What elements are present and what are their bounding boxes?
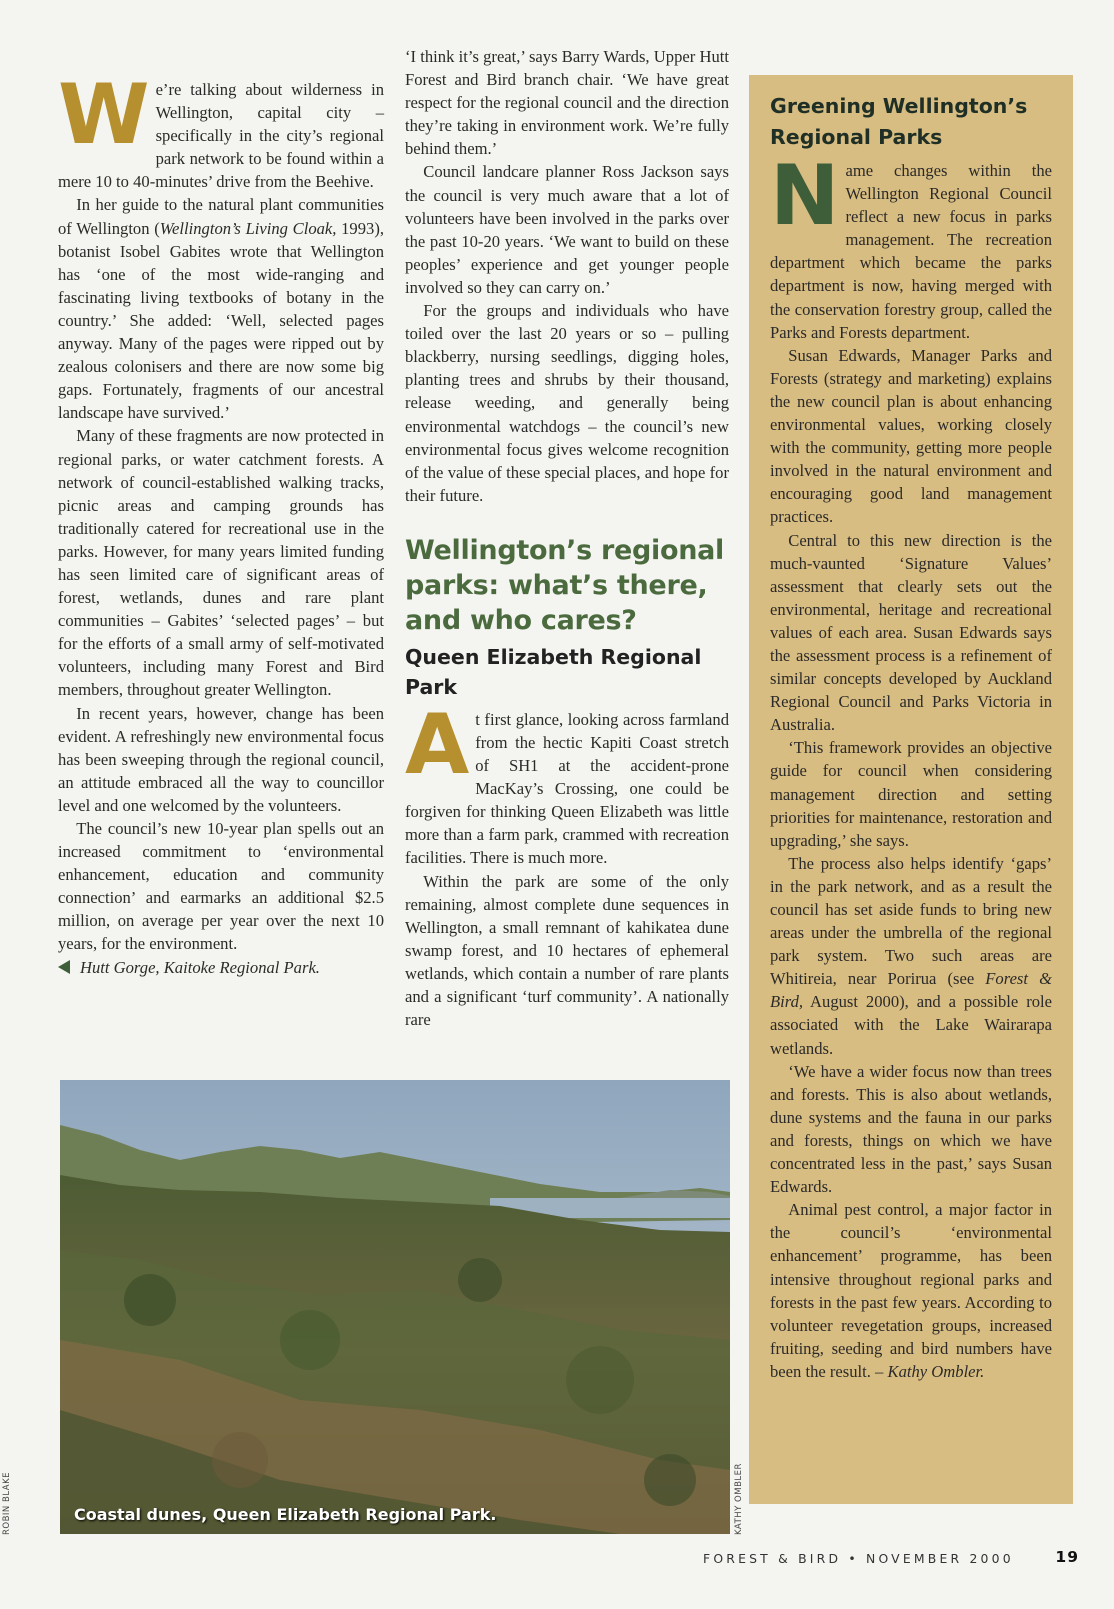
paragraph: For the groups and individuals who have toiled over the last 20 years or so – pulling blackberry, nursing seedlings, digging holes, planting trees and shrubs by their thousand, release weeding, and generally being environmental watchdogs – the council’s new environmental focus gives welcome recognition of the value of these special places, and hope for their future.: [405, 301, 729, 505]
section-heading: Wellington’s regional parks: what’s there, and who cares?: [405, 534, 725, 636]
sidebar-box: [749, 75, 1073, 1504]
photo-credit: KATHY OMBLER: [734, 1463, 744, 1535]
article-column-1: [58, 66, 384, 979]
paragraph-text: August 2000), and a possible role associated with the Lake Wairarapa wetlands.: [770, 992, 1052, 1058]
article-column-2: [405, 45, 729, 1031]
paragraph: ‘This framework provides an objective guide for council when considering management direction and setting priorities for maintenance, restoration and upgrading,’ she says.: [770, 738, 1052, 850]
paragraph: Central to this new direction is the much-vaunted ‘Signature Values’ assessment that clearly sets out the environmental, heritage and recreational values of each area. Susan Edwards says the assessment process is a refinement of similar concepts developed by Auckland Regional Council and Parks Victoria in Australia.: [770, 530, 1052, 735]
section-subheading: Queen Elizabeth Regional Park: [405, 644, 702, 699]
footer-text: FOREST & BIRD • NOVEMBER 2000: [703, 1551, 1014, 1566]
paragraph: [405, 695, 729, 870]
landscape-photo: [60, 1080, 730, 1534]
photo-note: [58, 956, 384, 979]
paragraph: ‘We have a wider focus now than trees and forests. This is also about wetlands, dune systems and the fauna in our parks and forests, things on which we have concentrated less in the past,’ says Susan Edwards.: [770, 1061, 1052, 1197]
paragraph-text: ame changes within the Wellington Regional Council reflect a new focus in parks management. The recreation department which became the parks department is now, having merged with the conservation forestry group, called the Parks and Forests department.: [770, 161, 1052, 342]
sidebar-body: [770, 147, 1053, 1383]
photo-note-text: Hutt Gorge, Kaitoke Regional Park.: [80, 957, 320, 977]
arrow-left-icon: [58, 960, 70, 974]
paragraph: [770, 852, 1052, 1060]
drop-cap: W: [58, 66, 150, 163]
paragraph: Council landcare planner Ross Jackson says the council is very much aware that a lot of volunteers have been involved in the parks over the past 10-20 years. ‘We want to build on these peoples’ experience and get younger people involved so they can carry on.’: [405, 162, 729, 297]
book-title: Wellington’s Living Cloak,: [159, 218, 337, 238]
paragraph-text: t first glance, looking across farmland from the hectic Kapiti Coast stretch of SH1 at the accident-prone MacKay’s Crossing, one could be forgiven for thinking Queen Elizabeth was little more than a farm park, crammed with recreation facilities. There is much more.: [405, 709, 729, 868]
paragraph-text: 1993), botanist Isobel Gabites wrote that Wellington has ‘one of the most wide-ranging and fascinating living textbooks of botany in the country.’ She added: ‘Well, selected pages anyway. Many of the pages were ripped out by zealous colonisers and there are now some big gaps. Fortunately, fragments of our ancestral landscape have survived.’: [58, 218, 384, 423]
drop-cap: N: [770, 147, 840, 244]
photo-caption: Coastal dunes, Queen Elizabeth Regional Park.: [74, 1505, 497, 1524]
page-photo-credit: ROBIN BLAKE: [2, 1471, 12, 1535]
drop-cap: A: [405, 695, 470, 793]
paragraph: The council’s new 10-year plan spells out an increased commitment to ‘environmental enhancement, education and community connection’ and earmarks an additional $2.5 million, on average per year over the next 10 years, for the environment.: [58, 819, 384, 954]
paragraph: ‘I think it’s great,’ says Barry Wards, Upper Hutt Forest and Bird branch chair. ‘We have great respect for the regional council and the direction they’re taking in environment work. We’re fully behind them.’: [405, 47, 729, 159]
landscape-illustration: [60, 1080, 730, 1534]
paragraph: [58, 66, 384, 193]
sidebar-title: Greening Wellington’s Regional Parks: [770, 94, 1028, 149]
paragraph-text: In her guide to the natural plant communities of Wellington (: [58, 195, 384, 238]
paragraph-text: The process also helps identify ‘gaps’ in the park network, and as a result the council has set aside funds to bring new areas under the umbrella of the regional park system. Two such areas are Whitireia, near Porirua (see: [770, 853, 1052, 989]
paragraph: Susan Edwards, Manager Parks and Forests (strategy and marketing) explains the new council plan is about enhancing environmental values, working closely with the community, getting more people involved in the natural environment and encouraging good land management practices.: [770, 345, 1052, 527]
paragraph: [58, 193, 384, 424]
paragraph-text: e’re talking about wilderness in Wellington, capital city – specifically in the city’s regional park network to be found within a mere 10 to 40-minutes’ drive from the Beehive.: [58, 80, 384, 192]
paragraph: In recent years, however, change has been evident. A refreshingly new environmental focus has been sweeping through the regional council, an attitude embraced all the way to councillor level and one welcomed by the volunteers.: [58, 703, 384, 815]
paragraph: [770, 147, 1052, 344]
paragraph: Within the park are some of the only remaining, almost complete dune sequences in Wellington, a small remnant of kahikatea dune swamp forest, and 10 hectares of ephemeral wetlands, which contain a number of rare plants and a significant ‘turf community’. A nationally rare: [405, 871, 729, 1030]
paragraph: [770, 1198, 1052, 1383]
page-number: 19: [1055, 1548, 1079, 1566]
page-footer: [703, 1548, 1079, 1566]
paragraph-text: Animal pest control, a major factor in the council’s ‘environmental enhancement’ programme, has been intensive throughout regional parks and forests in the past few years. According to volunteer revegetation groups, increased fruiting, seeding and bird numbers have been the result. –: [770, 1200, 1052, 1381]
paragraph: Many of these fragments are now protected in regional parks, or water catchment forests. A network of council-established walking tracks, picnic areas and camping grounds has traditionally catered for recreational use in the parks. However, for many years limited funding has seen limited care of significant areas of forest, wetlands, dunes and rare plant communities – Gabites’ ‘selected pages’ – but for the efforts of a small army of self-motivated volunteers, including many Forest and Bird members, throughout greater Wellington.: [58, 426, 384, 700]
author-name: Kathy Ombler.: [887, 1361, 985, 1381]
magazine-reference: Forest & Bird,: [770, 969, 1053, 1012]
